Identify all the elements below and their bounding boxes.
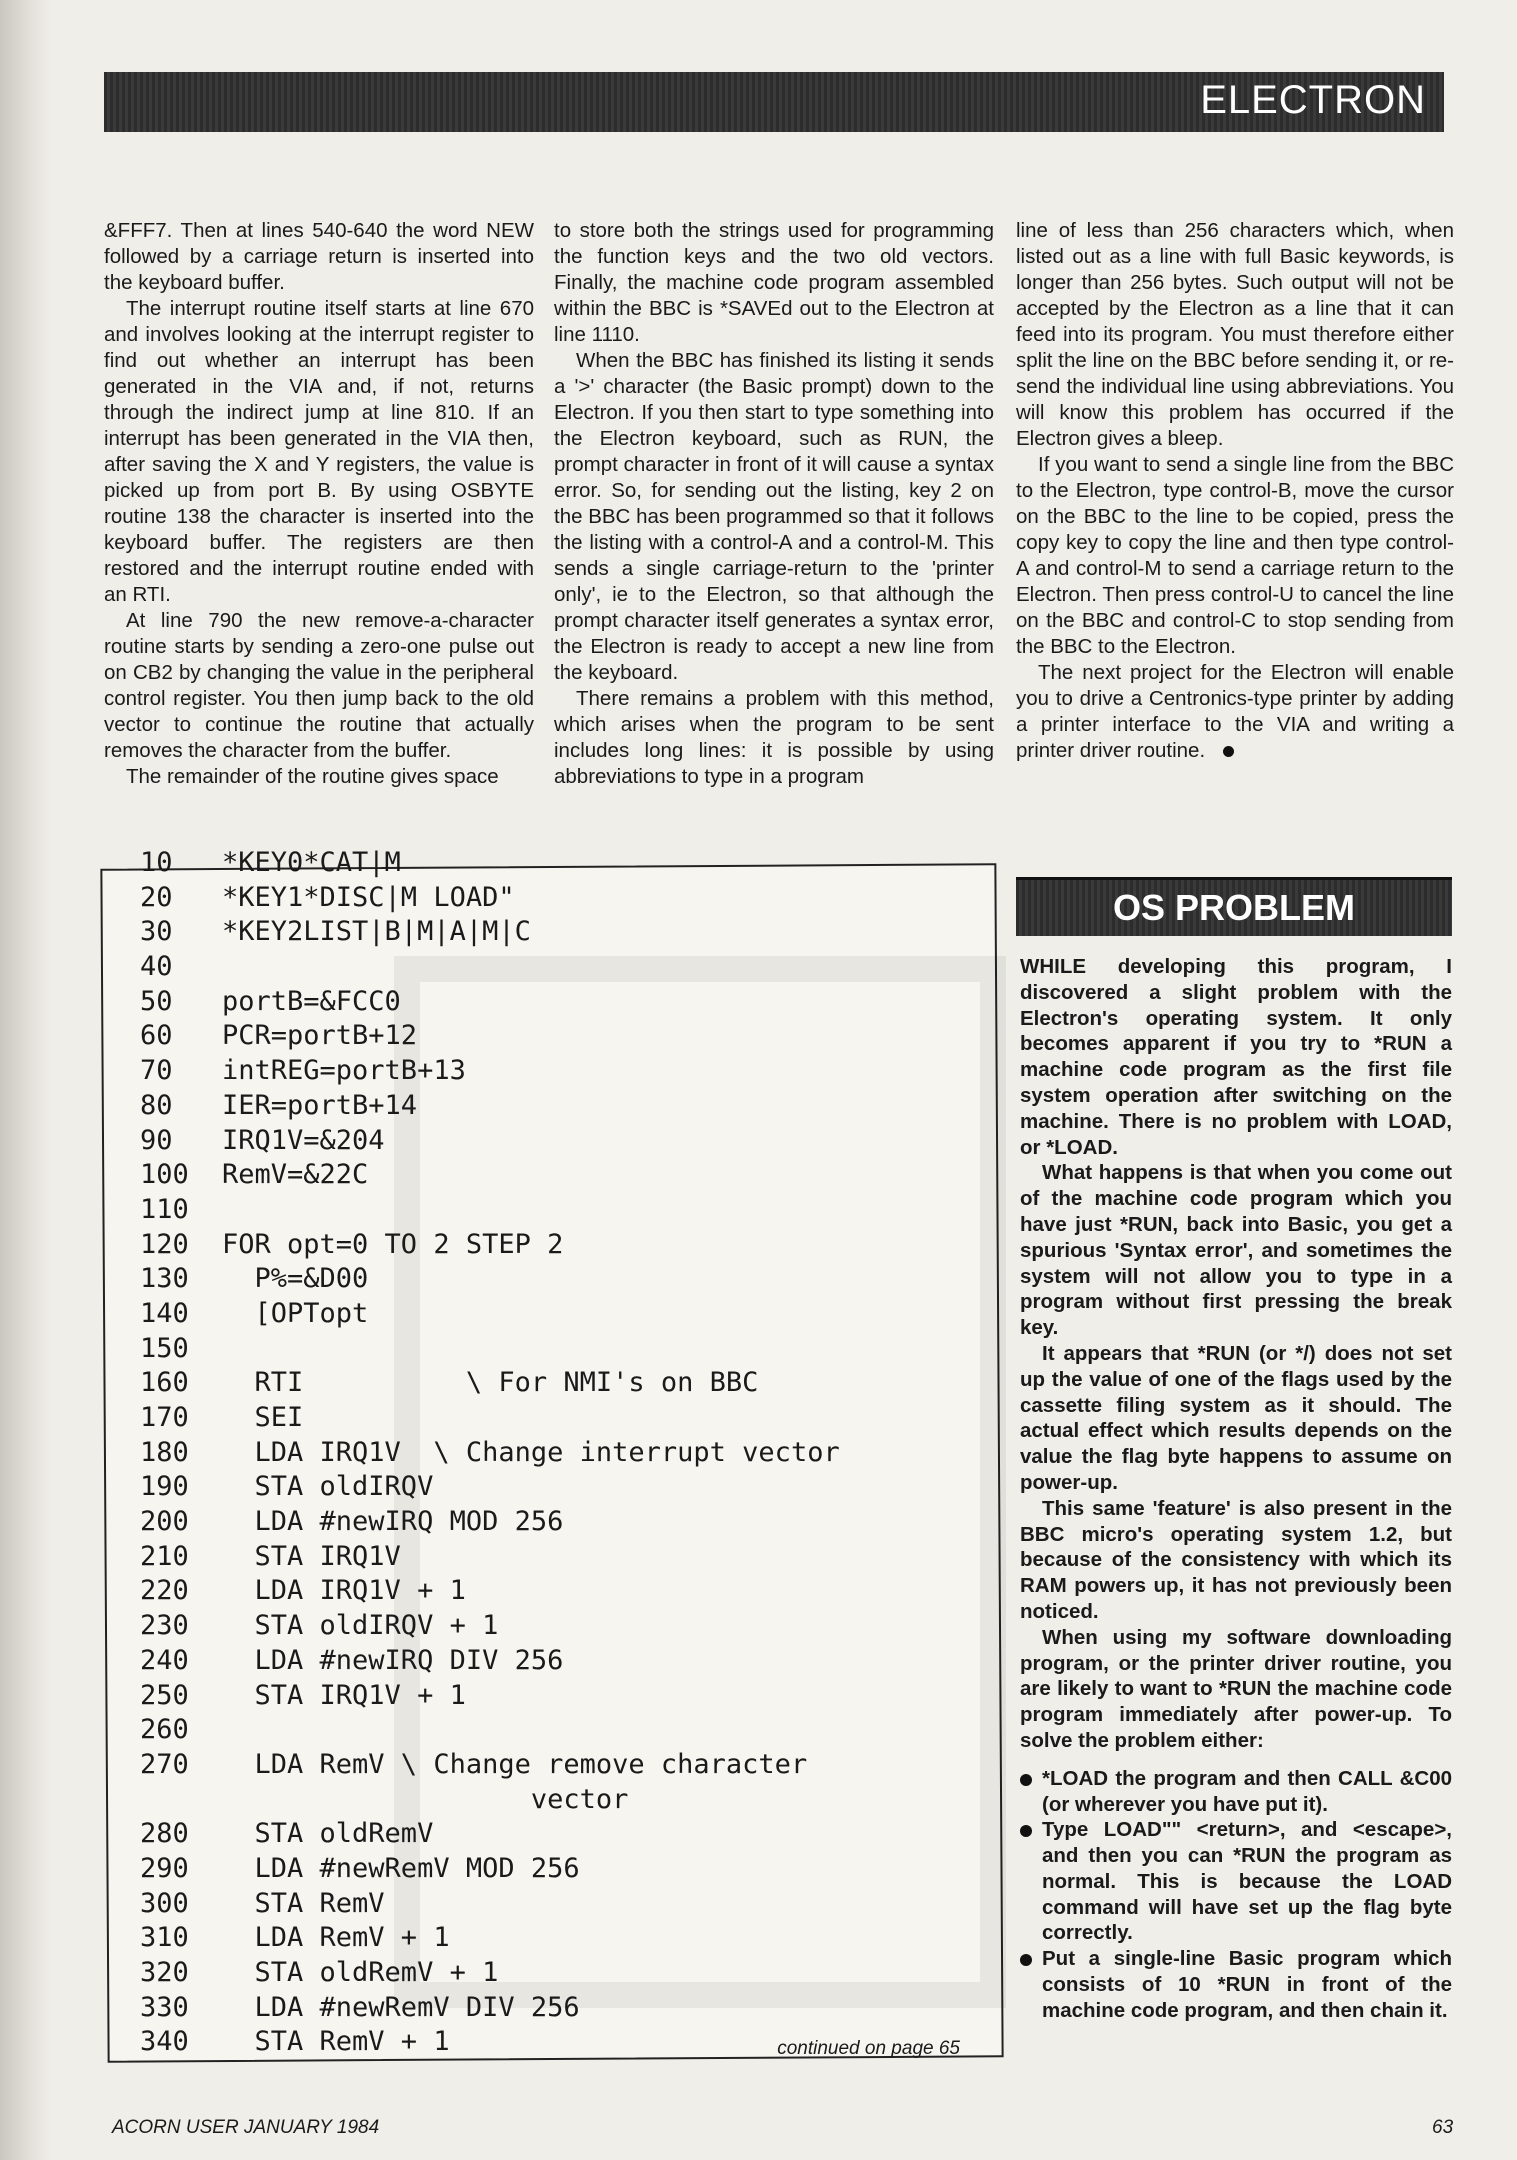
line-number: 310 <box>140 1922 189 1954</box>
line-number: 320 <box>140 1957 189 1988</box>
listing-line <box>140 1991 1000 2026</box>
line-number: 60 <box>140 1020 173 1052</box>
listing-line <box>140 1783 1000 1818</box>
line-number: 90 <box>140 1124 173 1156</box>
line-code: STA IRQ1V + 1 <box>222 1679 466 1711</box>
line-code: IER=portB+14 <box>222 1089 418 1121</box>
line-code: *KEY1*DISC|M LOAD" <box>222 881 515 913</box>
article-column-1 <box>104 218 534 790</box>
continued-note: continued on page 65 <box>777 2038 960 2059</box>
page-spine <box>0 0 52 2160</box>
line-number: 120 <box>140 1228 189 1260</box>
listing-line <box>140 1852 1000 1887</box>
list-item: Put a single-line Basic program which consists of 10 *RUN in front of the machine code program, and then chain it. <box>1020 1946 1452 2023</box>
line-code: LDA IRQ1V \ Change interrupt vector <box>222 1436 840 1468</box>
listing-line <box>140 1679 1000 1714</box>
line-number: 50 <box>140 985 173 1017</box>
listing-line <box>140 1124 1000 1159</box>
listing-line <box>140 1401 1000 1436</box>
line-code: LDA RemV + 1 <box>222 1922 450 1954</box>
listing-line <box>140 915 1000 950</box>
listing-line <box>140 1228 1000 1263</box>
program-listing <box>104 846 998 2070</box>
listing-line <box>140 1817 1000 1852</box>
paragraph: At line 790 the new remove-a-character routine starts by sending a zero-one pulse out on CB2 by changing the value in the peripheral control register. You then jump back to the old vector to continue the routine that actually removes the character from the buffer. <box>104 609 534 762</box>
list-item: Type LOAD"" <return>, and <escape>, and then you can *RUN the program as normal. This is because the LOAD command will have set up the flag byte correctly. <box>1020 1817 1452 1946</box>
section-header-band <box>104 72 1444 132</box>
listing-line <box>140 1574 1000 1609</box>
line-code: LDA IRQ1V + 1 <box>222 1575 466 1607</box>
listing-line <box>140 1921 1000 1956</box>
listing-line <box>140 950 1000 985</box>
line-number: 30 <box>140 916 173 948</box>
line-code: STA RemV + 1 <box>222 2026 450 2058</box>
line-number: 100 <box>140 1159 189 1191</box>
line-number: 340 <box>140 2026 189 2058</box>
listing-line <box>140 1158 1000 1193</box>
page-number: 63 <box>1432 2117 1454 2138</box>
line-code: LDA #newIRQ DIV 256 <box>222 1644 564 1676</box>
paragraph-text: The next project for the Electron will enable you to drive a Centronics-type printer by adding a printer interface to the VIA and writing a printer driver routine. <box>1016 661 1454 762</box>
article-column-2 <box>554 218 994 790</box>
line-number: 10 <box>140 847 173 878</box>
line-number: 330 <box>140 1991 189 2023</box>
listing-line <box>140 1436 1000 1471</box>
line-code: STA IRQ1V <box>222 1540 401 1572</box>
paragraph: to store both the strings used for programming the function keys and the two old vectors. Finally, the machine code program assembled within the BBC is *SAVEd out to the Electron at line 1110. <box>554 219 994 346</box>
line-code: *KEY0*CAT|M <box>222 847 401 878</box>
line-number: 20 <box>140 881 173 913</box>
section-title: ELECTRON <box>1200 78 1426 122</box>
listing-line <box>140 1089 1000 1124</box>
listing-line <box>140 1054 1000 1089</box>
listing-line <box>140 985 1000 1020</box>
line-number: 190 <box>140 1471 189 1503</box>
os-problem-sidebar <box>1020 954 1452 2024</box>
line-code: STA oldRemV + 1 <box>222 1957 499 1988</box>
footer-publication: ACORN USER JANUARY 1984 <box>112 2117 380 2138</box>
line-number: 240 <box>140 1644 189 1676</box>
paragraph <box>1016 660 1454 764</box>
listing-line <box>140 1470 1000 1505</box>
line-code: PCR=portB+12 <box>222 1020 418 1052</box>
paragraph: WHILE developing this program, I discovered a slight problem with the Electron's operating system. It only becomes apparent if you try to *RUN a machine code program as the first file system operation after switching on the machine. There is no problem with LOAD, or *LOAD. <box>1020 955 1452 1159</box>
paragraph: It appears that *RUN (or */) does not set up the value of one of the flags used by the cassette filing system as it should. The actual effect which results depends on the value the flag byte happens to assume on power-up. <box>1020 1341 1452 1494</box>
line-code: *KEY2LIST|B|M|A|M|C <box>222 916 531 948</box>
article-column-3 <box>1016 218 1454 764</box>
listing-line <box>140 1540 1000 1575</box>
end-mark-icon <box>1223 746 1234 757</box>
line-code: STA RemV <box>222 1887 385 1919</box>
line-number: 210 <box>140 1540 189 1572</box>
line-number: 260 <box>140 1714 189 1746</box>
paragraph: When the BBC has finished its listing it sends a '>' character (the Basic prompt) down to the Electron. If you then start to type something into the Electron keyboard, such as RUN, the prompt character in front of it will cause a syntax error. So, for sending out the listing, key 2 on the BBC has been programmed so that it follows the listing with a control-A and a control-M. This sends a single carriage-return to the 'printer only', ie to the Electron, so that although the prompt character itself generates a syntax error, the Electron is ready to accept a new line from the keyboard. <box>554 349 994 684</box>
line-code: STA oldIRQV + 1 <box>222 1610 499 1642</box>
listing-line <box>140 1505 1000 1540</box>
line-number: 160 <box>140 1367 189 1399</box>
listing-line <box>140 1609 1000 1644</box>
line-number: 180 <box>140 1436 189 1468</box>
line-number: 40 <box>140 951 173 983</box>
line-code: LDA RemV \ Change remove character <box>222 1748 808 1780</box>
line-code: IRQ1V=&204 <box>222 1124 385 1156</box>
listing-line <box>140 1366 1000 1401</box>
line-code: portB=&FCC0 <box>222 985 401 1017</box>
listing-line <box>140 1956 1000 1991</box>
paragraph: The interrupt routine itself starts at line 670 and involves looking at the interrupt register to find out whether an interrupt has been generated in the VIA and, if not, returns through the indirect jump at line 810. If an interrupt has been generated in the VIA then, after saving the X and Y registers, the value is picked up from port B. By using OSBYTE routine 138 the character is inserted into the keyboard buffer. The registers are then restored and the interrupt routine ended with an RTI. <box>104 297 534 606</box>
paragraph: The remainder of the routine gives space <box>126 765 499 788</box>
line-number: 300 <box>140 1887 189 1919</box>
listing-line <box>140 1644 1000 1679</box>
line-code: SEI <box>222 1402 304 1433</box>
sidebar-title: OS PROBLEM <box>1112 887 1355 928</box>
line-number: 110 <box>140 1193 189 1225</box>
listing-line <box>140 881 1000 916</box>
listing-line <box>140 1887 1000 1922</box>
line-number: 130 <box>140 1263 189 1295</box>
line-number: 200 <box>140 1506 189 1538</box>
line-number: 150 <box>140 1332 189 1364</box>
line-code: LDA #newRemV MOD 256 <box>222 1852 580 1884</box>
line-number: 280 <box>140 1818 189 1850</box>
line-number: 270 <box>140 1748 189 1780</box>
line-code: STA oldIRQV <box>222 1471 434 1503</box>
sidebar-header <box>1016 877 1452 936</box>
paragraph: line of less than 256 characters which, when listed out as a line with full Basic keywords, is longer than 256 bytes. Such output will not be accepted by the Electron as a line that it can feed into its program. You must therefore either split the line on the BBC before sending it, or re-send the individual line using abbreviations. You will know this problem has occurred if the Electron gives a bleep. <box>1016 219 1454 450</box>
line-code: RTI \ For NMI's on BBC <box>222 1367 759 1399</box>
paragraph: &FFF7. Then at lines 540-640 the word NEW followed by a carriage return is inserted into the keyboard buffer. <box>104 219 534 294</box>
line-number: 290 <box>140 1852 189 1884</box>
listing-line <box>140 1262 1000 1297</box>
line-code: vector <box>222 1783 629 1815</box>
listing-lines <box>140 846 1000 2060</box>
listing-line <box>140 1193 1000 1228</box>
line-code: RemV=&22C <box>222 1159 369 1191</box>
line-code: LDA #newIRQ MOD 256 <box>222 1506 564 1538</box>
line-code: STA oldRemV <box>222 1818 434 1850</box>
paragraph: There remains a problem with this method, which arises when the program to be sent includes long lines: it is possible by using abbreviations to type in a program <box>554 687 994 788</box>
line-number: 230 <box>140 1610 189 1642</box>
paragraph: What happens is that when you come out of the machine code program which you have just *RUN, back into Basic, you get a spurious 'Syntax error', and sometimes the system will not allow you to type in a program without first pressing the break key. <box>1020 1161 1452 1340</box>
listing-line <box>140 1019 1000 1054</box>
line-number: 220 <box>140 1575 189 1607</box>
listing-line <box>140 1297 1000 1332</box>
listing-line <box>140 1748 1000 1783</box>
paragraph: If you want to send a single line from the BBC to the Electron, type control-B, move the cursor on the BBC to the line to be copied, press the copy key to copy the line and then type control-A and control-M to send a carriage return to the Electron. Then press control-U to cancel the line on the BBC and control-C to stop sending from the BBC to the Electron. <box>1016 453 1454 658</box>
listing-line <box>140 1332 1000 1367</box>
solution-list <box>1020 1766 1452 2024</box>
line-code: intREG=portB+13 <box>222 1055 466 1087</box>
line-code: P%=&D00 <box>222 1263 369 1295</box>
listing-line <box>140 846 1000 881</box>
list-item: *LOAD the program and then CALL &C00 (or wherever you have put it). <box>1020 1766 1452 1818</box>
line-number: 170 <box>140 1402 189 1433</box>
listing-line <box>140 1713 1000 1748</box>
line-number: 140 <box>140 1297 189 1329</box>
line-number: 80 <box>140 1089 173 1121</box>
paragraph: When using my software downloading program, or the printer driver routine, you are likely to want to *RUN the machine code program immediately after power-up. To solve the problem either: <box>1020 1625 1452 1752</box>
line-number: 70 <box>140 1055 173 1087</box>
line-number: 250 <box>140 1679 189 1711</box>
line-code: LDA #newRemV DIV 256 <box>222 1991 580 2023</box>
line-code: [OPTopt <box>222 1297 369 1329</box>
line-code: FOR opt=0 TO 2 STEP 2 <box>222 1228 564 1260</box>
paragraph: This same 'feature' is also present in the BBC micro's operating system 1.2, but because of the consistency with which its RAM powers up, it has not previously been noticed. <box>1020 1496 1452 1623</box>
